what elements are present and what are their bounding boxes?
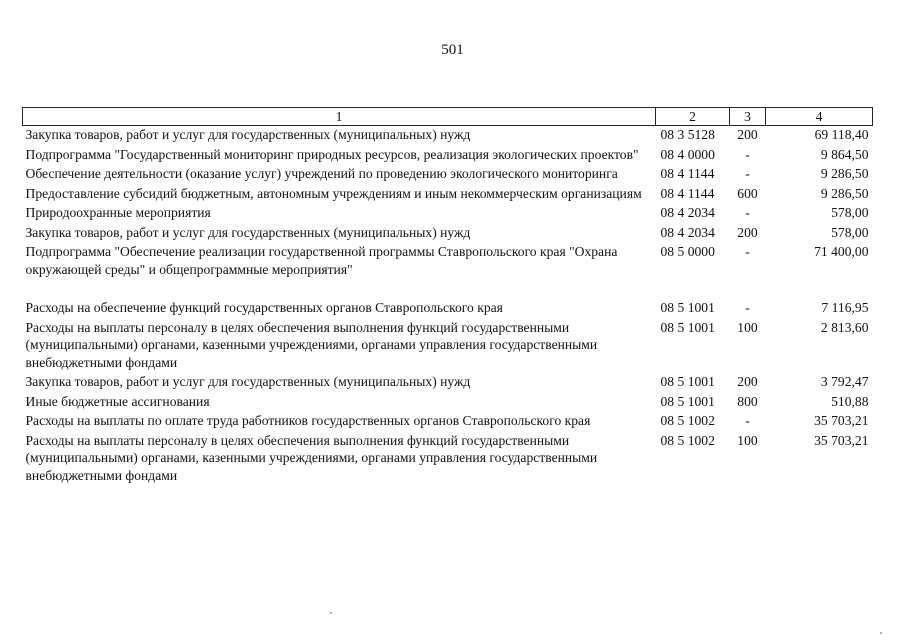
row-expense-type: 100 [737,319,758,335]
table-row [23,299,873,319]
row-expense-type: - [745,413,750,428]
row-code: 08 5 1002 [660,432,715,448]
row-expense-type: - [745,205,750,220]
row-code: 08 5 1001 [660,300,715,315]
row-code: 08 3 5128 [660,127,715,142]
row-amount: 2 813,60 [820,319,869,335]
row-expense-type: 600 [737,185,758,201]
row-name: Расходы на выплаты по оплате труда работников государственных органов Ставропольского края [25,413,591,428]
row-name: Предоставление субсидий бюджетным, автономным учреждениям и иным некоммерческим организациям [25,185,642,201]
table-row [23,393,873,413]
row-amount: 3 792,47 [820,374,869,389]
header-row [23,108,873,126]
row-amount: 578,00 [831,205,869,220]
row-code: 08 4 1144 [660,185,715,201]
page-number: 501 [441,42,464,58]
row-code: 08 5 1002 [660,413,715,428]
row-expense-type: 200 [737,374,758,389]
table-row [23,126,873,146]
row-code: 08 4 1144 [660,166,715,181]
row-code: 08 4 2034 [660,224,715,240]
row-name: Расходы на выплаты персоналу в целях обеспечения выполнения функций государственными (муниципальными) органами, казенными учреждениями, органами управления государственными внебюджетными фондами [25,319,598,370]
row-name: Закупка товаров, работ и услуг для государственных (муниципальных) нужд [25,374,471,389]
table-row [23,224,873,244]
row-amount: 71 400,00 [814,244,869,259]
table-row [23,373,873,393]
row-code: 08 5 1001 [660,393,715,409]
header-col-4: 4 [766,108,873,126]
table-header [23,108,873,126]
row-name: Подпрограмма "Государственный мониторинг природных ресурсов, реализация экологических проектов" [25,146,639,162]
row-amount: 35 703,21 [814,413,869,428]
row-amount: 9 286,50 [820,185,869,201]
row-code: 08 5 1001 [660,374,715,389]
table-row [23,412,873,432]
row-expense-type: 800 [737,393,758,409]
table-body [23,126,873,487]
table-row [23,432,873,487]
row-amount: 9 286,50 [820,166,869,181]
row-expense-type: - [745,300,750,315]
row-amount: 7 116,95 [821,300,869,315]
header-col-3: 3 [730,108,766,126]
row-expense-type: - [745,166,750,181]
row-code: 08 4 2034 [660,205,715,220]
budget-table [22,107,873,486]
row-amount: 35 703,21 [814,432,869,448]
row-code: 08 5 0000 [660,244,715,259]
row-expense-type: 200 [737,127,758,142]
row-name: Закупка товаров, работ и услуг для государственных (муниципальных) нужд [25,224,471,240]
scan-speck [330,612,332,614]
row-expense-type: 200 [737,224,758,240]
table-row [23,204,873,224]
table-row [23,146,873,166]
row-amount: 69 118,40 [814,127,869,142]
row-amount: 578,00 [831,224,869,240]
row-name: Иные бюджетные ассигнования [25,393,210,409]
row-code: 08 4 0000 [660,146,715,162]
row-amount: 9 864,50 [820,146,869,162]
table-row [23,165,873,185]
row-amount: 510,88 [831,393,869,409]
row-name: Закупка товаров, работ и услуг для государственных (муниципальных) нужд [25,127,471,142]
header-col-1: 1 [23,108,656,126]
row-name: Обеспечение деятельности (оказание услуг) учреждений по проведению экологического мониторинга [25,166,618,181]
row-name: Подпрограмма "Обеспечение реализации государственной программы Ставропольского края "Охрана окружающей среды" и общепрограммные мероприятия" [25,244,618,277]
table-row [23,185,873,205]
row-expense-type: - [745,244,750,259]
row-name: Расходы на обеспечение функций государственных органов Ставропольского края [25,300,503,315]
table-row [23,243,873,299]
row-name: Расходы на выплаты персоналу в целях обеспечения выполнения функций государственными (муниципальными) органами, казенными учреждениями, органами управления государственными внебюджетными фондами [25,432,598,483]
row-expense-type: - [745,146,750,162]
row-expense-type: 100 [737,432,758,448]
row-code: 08 5 1001 [660,319,715,335]
row-name: Природоохранные мероприятия [25,205,211,220]
header-col-2: 2 [656,108,730,126]
scan-speck [880,632,882,634]
table-row [23,319,873,374]
